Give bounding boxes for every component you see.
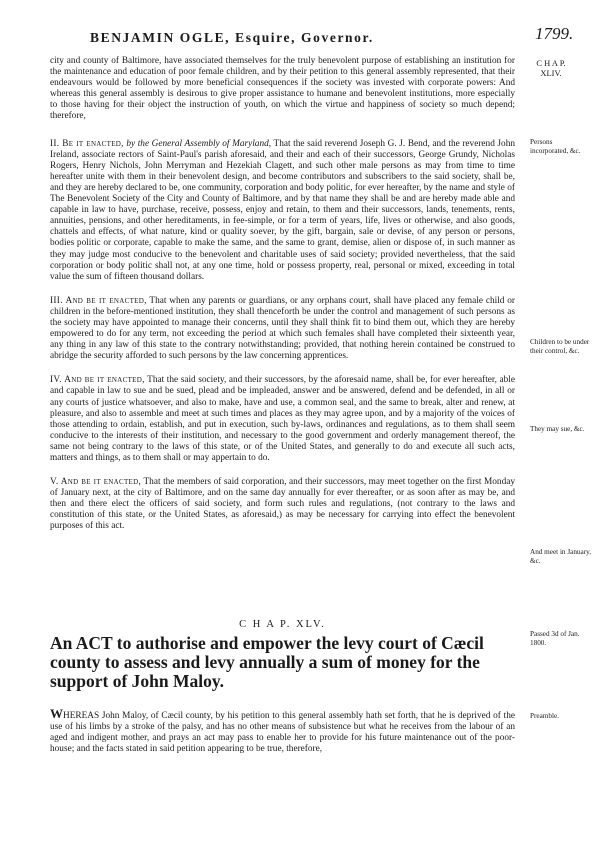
margin-note-persons-incorporated: Persons incorporated, &c. xyxy=(530,138,581,155)
intro-paragraph: city and county of Baltimore, have associated themselves for the truly benevolent purpose of establishing an institution for the maintenance and education of poor female children, and by their petition to this general assembly represented, that their endeavours would be followed by more beneficial consequences if the society was invested with corporate powers: And whereas this general assembly is desirous to give proper assistance to humane and benevolent institutions, more especially to those having for their object the instruction of youth, on which the virtue and happiness of society so much depend; therefore, xyxy=(50,56,515,122)
section-text: That when any parents or guardians, or any orphans court, shall have placed any female child or children in the before-mentioned institution, they shall thenceforth be under the control and management of such persons as the society may have appointed to manage their concerns, until they shall think fit to bind them out, which they are hereby empowered to do for any term, not exceeding the period at which such females shall have completed their sixteenth year, any thing in any law of this state to the contrary notwithstanding; provided, that nothing herein contained be construed to abridge the security afforded to such persons by the law concerning apprentices. xyxy=(50,295,515,362)
section-text: That the members of said corporation, and their successors, may meet together on the first Monday of January next, at the city of Baltimore, and on the same day annually for ever thereafter, or as soon after as may be, and then and there elect the officers of said society, and form such rules and regulations, (not contrary to the laws and constitution of this state, or the United States, as aforesaid,) as may be necessary for carrying into effect the benevolent purposes of this act. xyxy=(50,477,516,532)
margin-note-preamble: Preamble. xyxy=(530,712,559,720)
margin-note-may-sue: They may sue, &c. xyxy=(530,425,585,433)
drop-cap: W xyxy=(50,706,63,721)
preamble-text: HEREAS John Maloy, of Cæcil county, by his petition to this general assembly hath set forth, that he is deprived of the use of his limbs by a stroke of the palsy, and has no other means of subsistence but what he receives from the labour of an aged and indigent mother, and prays an act may pass to enable her to provide for his future maintenance out of the poor-house; and the facts stated in said petition appearing to be true, therefore, xyxy=(50,711,515,755)
chapter-heading-xlv: C H A P. XLV. xyxy=(239,619,326,630)
section-iv xyxy=(50,375,515,464)
margin-note-passed-date: Passed 3d of Jan. 1800. xyxy=(530,630,580,647)
body-column xyxy=(50,56,516,755)
page-number: 1799. xyxy=(535,24,574,43)
section-text: That the said society, and their successors, by the aforesaid name, shall be, for ever hereafter, able and capable in law to sue and be sued, plead and be impleaded, answer and be answered, defend and be defended, in all or any courts of justice whatsoever, and also to make, have and use, a common seal, and the same to break, alter and renew, at pleasure, and also to assemble and meet at such times and places as they may agree upon, and by a majority of the voices of those attending to ordain, establish, and put in execution, such by-laws, ordinances and regulations, as to them shall seem conducive to the interests of their institution, and necessary to the good government and orderly management thereof, the same not being contrary to the laws of this state, or of the United States, and generally to do and execute all such acts, matters and things, as to them shall or may appertain to do. xyxy=(50,375,516,463)
act-title: An ACT to authorise and empower the levy court of Cæcil county to assess and levy annually a sum of money for the support of John Maloy. xyxy=(50,633,484,691)
preamble-paragraph xyxy=(50,708,515,755)
chapter-heading-xliv: C H A P. XLIV. xyxy=(536,58,566,78)
section-text: That the said reverend Joseph G. J. Bend, and the reverend John Ireland, associate rectors of Saint-Paul's parish aforesaid, and their and each of their successors, George Grundy, Nicholas Rogers, Henry Nichols, John Merryman and Hezekiah Clagett, and such other male persons as may from time to time hereafter unite with them in their benevolent design, and become contributors and subscribers to the said society, shall be, and they are hereby declared to be, one community, corporation and body politic, for ever hereafter, by the name and style of The Benevolent Society of the City and County of Baltimore, and by that name they shall be and are hereby made able and capable in law to have, purchase, receive, possess, enjoy and retain, to them and their successors, lands, tenements, rents, annuities, pensions, and other hereditaments, in fee-simple, or for a term of years, life, lives or otherwise, and also goods, chattels and effects, of what nature, kind or quality soever, by the gift, bargain, sale or devise, of any person or persons, bodies politic or corporate, capable to make the same, and the same to grant, demise, alien or dispose of, in such manner as they may judge most conducive to the benevolent and charitable uses of said society; provided nevertheless, that the said corporation or body politic shall not, at any one time, hold or possess property, real, personal or mixed, exceeding in total value the sum of fifteen thousand dollars. xyxy=(50,138,515,282)
section-ii xyxy=(50,139,515,283)
enacting-clause: by the General Assembly of Maryland, xyxy=(126,138,272,149)
margin-note-meet-january: And meet in January, &c. xyxy=(530,548,592,565)
section-iii xyxy=(50,296,515,363)
section-lead: III. And be it enacted, xyxy=(50,295,147,306)
running-head: BENJAMIN OGLE, Esquire, Governor. xyxy=(90,30,374,45)
margin-note-children-control: Children to be under their control, &c. xyxy=(530,338,590,355)
section-lead: V. And be it enacted, xyxy=(50,477,142,488)
section-lead: II. Be it enacted, xyxy=(50,138,124,149)
section-lead: IV. And be it enacted, xyxy=(50,375,145,386)
section-v xyxy=(50,477,515,532)
